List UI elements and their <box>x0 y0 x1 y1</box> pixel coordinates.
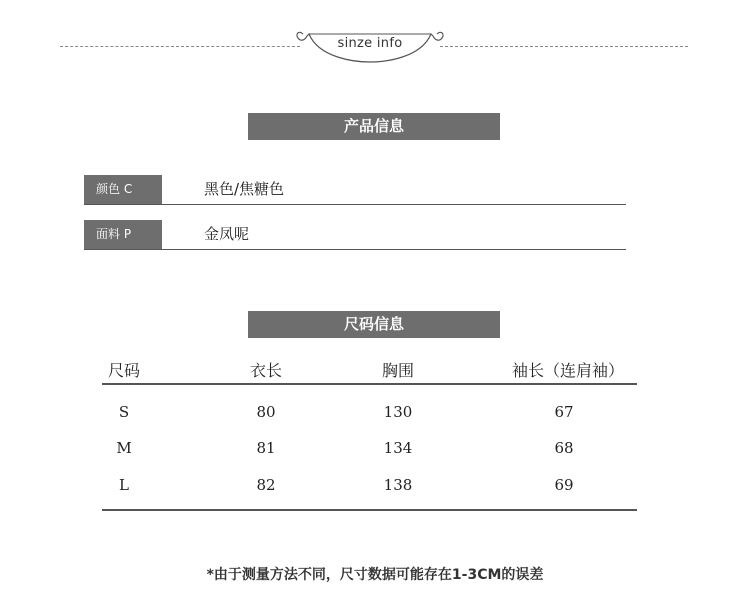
cell-length: 80 <box>256 403 276 421</box>
header-sleeve: 袖长（连肩袖） <box>512 361 625 380</box>
cell-sleeve: 67 <box>554 403 574 421</box>
table-row <box>102 403 637 427</box>
header-chest: 胸围 <box>382 361 415 380</box>
size-table-header <box>102 355 637 385</box>
product-info-row-color <box>84 175 626 205</box>
cell-size: L <box>119 476 129 494</box>
table-row <box>102 476 637 500</box>
fabric-value: 金凤呢 <box>204 225 250 243</box>
fabric-label: 面料 P <box>84 220 162 249</box>
header-dashed-line-left <box>60 46 300 47</box>
header-banner-text: sinze info <box>337 36 403 51</box>
product-info-row-fabric <box>84 220 626 250</box>
cell-sleeve: 68 <box>554 439 574 457</box>
size-info-title: 尺码信息 <box>248 311 500 338</box>
cell-size: M <box>116 439 132 457</box>
cell-chest: 130 <box>383 403 413 421</box>
cell-chest: 138 <box>383 476 413 494</box>
color-label: 颜色 C <box>84 175 162 204</box>
header-size: 尺码 <box>108 361 141 380</box>
size-table-body <box>102 385 637 511</box>
cell-length: 81 <box>256 439 276 457</box>
size-table <box>102 355 637 511</box>
measurement-footnote: *由于测量方法不同，尺寸数据可能存在1-3CM的误差 <box>206 567 544 583</box>
cell-chest: 134 <box>383 439 413 457</box>
product-info-title: 产品信息 <box>248 113 500 140</box>
header-length: 衣长 <box>250 361 283 380</box>
table-row <box>102 439 637 463</box>
header-dashed-line-right <box>440 46 688 47</box>
cell-sleeve: 69 <box>554 476 574 494</box>
color-value: 黑色/焦糖色 <box>204 180 285 198</box>
cell-length: 82 <box>256 476 276 494</box>
cell-size: S <box>118 403 130 421</box>
